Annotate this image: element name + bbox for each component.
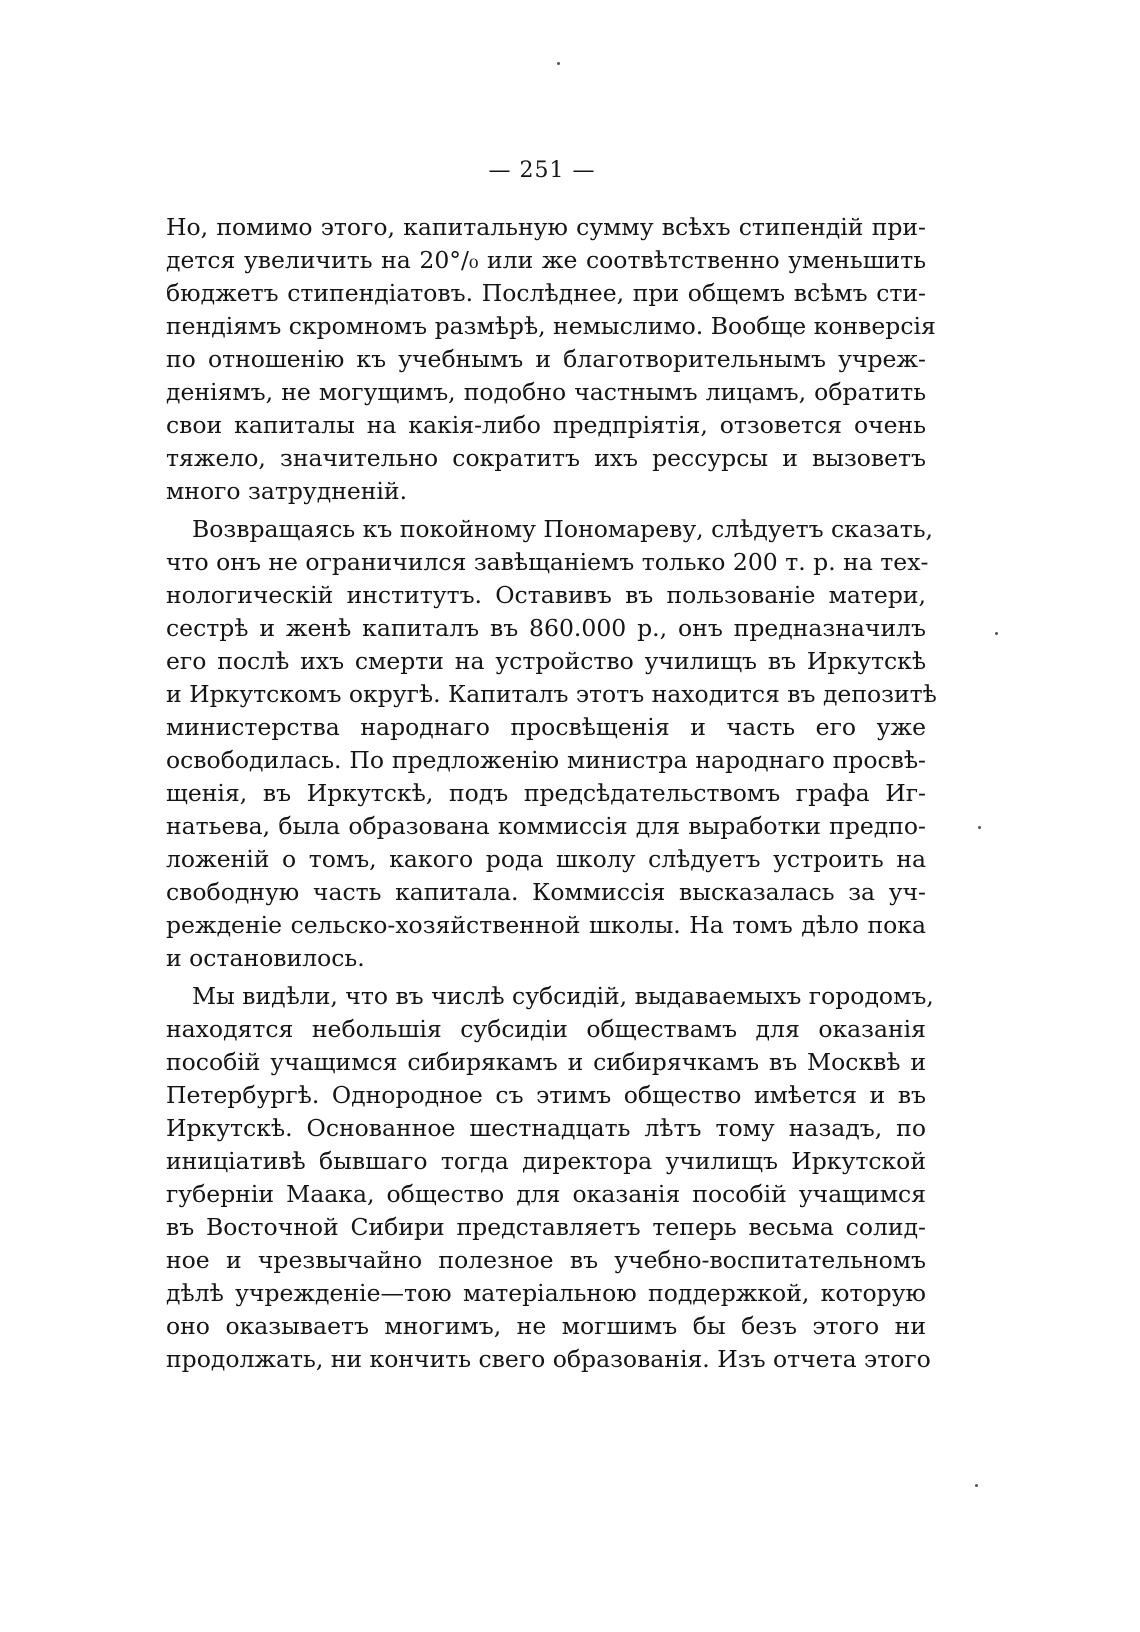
text-line: пендіямъ скромномъ размѣрѣ, немыслимо. Вообще конверсія: [166, 312, 936, 340]
text-line: въ Восточной Сибири представляетъ теперь весьма солид-: [166, 1213, 926, 1241]
text-line: губерніи Маака, общество для оказанія пособій учащимся: [166, 1180, 926, 1208]
paragraph-first-line: Мы видѣли, что въ числѣ субсидій, выдаваемыхъ городомъ,: [192, 982, 934, 1010]
text-line: много затрудненій.: [166, 477, 408, 505]
text-line: по отношенію къ учебнымъ и благотворительнымъ учреж-: [166, 345, 926, 373]
scan-speck: [978, 826, 981, 829]
text-line: находятся небольшія субсидіи обществамъ для оказанія: [166, 1015, 926, 1043]
text-line: и остановилось.: [166, 944, 365, 972]
text-line: сестрѣ и женѣ капиталъ въ 860.000 р., онъ предназначилъ: [166, 614, 926, 642]
paragraph-first-line: Возвращаясь къ покойному Пономареву, слѣдуетъ сказать,: [192, 515, 933, 543]
text-line: натьева, была образована коммиссія для выработки предпо-: [166, 812, 926, 840]
text-line: продолжать, ни кончить свего образованія. Изъ отчета этого: [166, 1345, 931, 1373]
page-number: — 251 —: [488, 158, 596, 183]
text-line: освободилась. По предложенію министра народнаго просвѣ-: [166, 746, 926, 774]
text-line: деніямъ, не могущимъ, подобно частнымъ лицамъ, обратить: [166, 378, 926, 406]
text-line: нологическій институтъ. Оставивъ въ пользованіе матери,: [166, 581, 926, 609]
scan-speck: [995, 632, 998, 635]
text-line: пособій учащимся сибирякамъ и сибирячкамъ въ Москвѣ и: [166, 1048, 926, 1076]
text-line: тяжело, значительно сократитъ ихъ рессурсы и вызоветъ: [166, 444, 926, 472]
scan-speck: [557, 62, 560, 65]
text-line: министерства народнаго просвѣщенія и часть его уже: [166, 713, 926, 741]
text-line: и Иркутскомъ округѣ. Капиталъ этотъ находится въ депозитѣ: [166, 680, 937, 708]
text-line: свободную часть капитала. Коммиссія высказалась за уч-: [166, 878, 926, 906]
text-line: его послѣ ихъ смерти на устройство училищъ въ Иркутскѣ: [166, 647, 926, 675]
text-line: Иркутскѣ. Основанное шестнадцать лѣтъ тому назадъ, по: [166, 1114, 926, 1142]
text-line: дется увеличить на 20°/₀ или же соотвѣтственно уменьшить: [166, 246, 926, 274]
text-line: щенія, въ Иркутскѣ, подъ предсѣдательствомъ графа Иг-: [166, 779, 926, 807]
text-line: Но, помимо этого, капитальную сумму всѣхъ стипендій при-: [166, 213, 926, 241]
text-line: иниціативѣ бывшаго тогда директора училищъ Иркутской: [166, 1147, 926, 1175]
text-line: режденіе сельско-хозяйственной школы. На томъ дѣло пока: [166, 911, 926, 939]
text-line: что онъ не ограничился завѣщаніемъ только 200 т. р. на тех-: [166, 548, 929, 576]
text-line: бюджетъ стипендіатовъ. Послѣднее, при общемъ всѣмъ сти-: [166, 279, 926, 307]
scan-speck: [975, 1484, 978, 1487]
text-line: ложеній о томъ, какого рода школу слѣдуетъ устроить на: [166, 845, 926, 873]
text-line: дѣлѣ учрежденіе—тою матеріальною поддержкой, которую: [166, 1279, 926, 1307]
text-line: ное и чрезвычайно полезное въ учебно-воспитательномъ: [166, 1246, 926, 1274]
text-line: Петербургѣ. Однородное съ этимъ общество имѣется и въ: [166, 1081, 926, 1109]
text-line: оно оказываетъ многимъ, не могшимъ бы безъ этого ни: [166, 1312, 926, 1340]
text-line: свои капиталы на какія-либо предпріятія, отзовется очень: [166, 411, 926, 439]
